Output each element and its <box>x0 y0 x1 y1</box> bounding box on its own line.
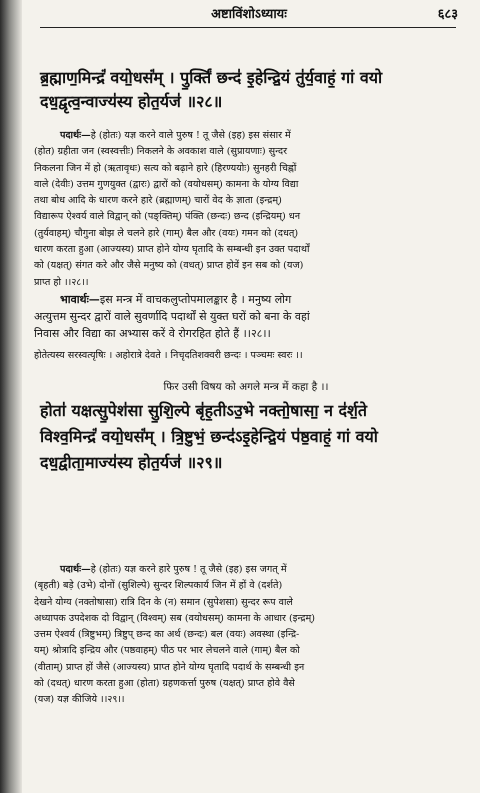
padartha-28 <box>34 128 458 291</box>
bhavartha-28 <box>34 291 458 342</box>
padartha-28-line: वाले (देवीः) उत्तम गुणयुक्त (द्वारः) द्वारों को (वयोधसम्) कामना के योग्य विद्या <box>34 178 299 190</box>
mantra-28-line-2: दध॒द्वृत्व॒न्वाज्य॑स्य होत॒र्यज॑ ॥२८॥ <box>40 92 223 111</box>
padartha-29-line: (बृहती) बड़े (उभे) दोनों (सुशिल्पे) सुन्दर शिल्पकार्य जिन में हों वे (दर्शते) <box>34 580 283 592</box>
padartha-29-line: देखने योग्य (नक्तोषासा) रात्रि दिन के (न) समान (सुपेशसा) सुन्दर रूप वाले <box>34 596 293 608</box>
header-rule <box>40 27 456 28</box>
mantra-28-line-1: ब्र॒ह्माण॒मिन्द्रं॑ वयो॒धसं॑म् । पु॒र्क्तिं छन्द॑ इ॒हेन्द्रि॒यं तु॑र्य॒वाहं॒ गां वयो <box>40 68 383 87</box>
padartha-28-line: (होत) ग्रहीता जन (स्वस्वत्तीः) निकलने के अवकाश वाले (सुप्रायणाः) सुन्दर <box>34 146 288 158</box>
page-number: ६८३ <box>437 7 458 22</box>
mantra-29 <box>40 398 460 476</box>
padartha-28-line: (तुर्यवाहम्) चौगुना बोझ ले चलने हारे (गाम्) बैल और (वयः) गमन को (दधत्) <box>34 227 299 239</box>
page-header <box>40 4 458 24</box>
mantra-29-line-2: विश्व॒मिन्द्रं॑ वयो॒धसं॑म् । त्रि॒ष्टुभं॒ छन्द॑ऽइ॒हेन्द्रि॒यं प॑ष्ठ॒वाहं॒ गां वयो <box>40 427 378 446</box>
mantra-29-line-3: दध॒द्वीता॒माज्य॑स्य होत॒र्यज॑ ॥२९॥ <box>40 453 223 472</box>
padartha-28-lead: पदार्थः— <box>60 130 91 141</box>
intro-line: फिर उसी विषय को अगले मन्त्र में कहा है ।। <box>163 381 329 393</box>
bhavartha-28-lead: भावार्थः— <box>60 293 100 306</box>
padartha-29-line: अध्यापक उपदेशक दो विद्वान् (विश्वम्) सब (वयोधसम्) कामना के आधार (इन्द्रम्) <box>34 612 315 624</box>
bhavartha-28-line: भावार्थः—इस मन्त्र में वाचकलुप्तोपमालङ्कार है । मनुष्य लोग <box>34 291 458 308</box>
padartha-29-lead: पदार्थः— <box>60 564 91 575</box>
padartha-28-line: को (यक्षत्) संगत करे और जैसे मनुष्य को (वधत्) प्राप्त होवें इन सब को (यज) <box>34 260 304 272</box>
padartha-29-line: (वीताम्) प्राप्त हों जैसे (आज्यस्य) प्राप्त होने योग्य घृतादि पदार्थ के सम्बन्धी इन <box>34 661 305 673</box>
padartha-29 <box>34 562 458 709</box>
padartha-29-line: (यज) यज्ञ कीजिये ।।२९।। <box>34 694 125 706</box>
padartha-29-line: को (दधत्) धारण करता हुआ (होता) ग्रहणकर्त्ता पुरुष (यक्षत्) प्राप्त होवे वैसे <box>34 678 295 690</box>
rishi-devata-note: होतेत्यस्य सरस्वत्यृषिः । अहोरात्रे देवते । निचृदतिशक्वरी छन्दः । पञ्चमः स्वरः ।। <box>34 350 303 361</box>
padartha-28-line: प्राप्त हो ।।२८।। <box>34 276 89 288</box>
mantra-29-line-1: होता॑ यक्षत्सु॒पेश॑सा सु॒शि॒ल्पे बृ॑ह॒तीऽउ॒भे नक्तो॒षासा॒ न द॑र्श॒ते <box>40 401 368 420</box>
bhavartha-28-line: निवास और विद्या का अभ्यास करें वे रोगरहित होते हैं ।।२८।। <box>34 327 271 340</box>
padartha-28-line: निकलना जिन में हो (ऋतावृधः) सत्य को बढ़ाने हारे (हिरण्ययोः) सुनहरी चिह्नों <box>34 162 297 174</box>
book-spine-shadow <box>0 0 22 793</box>
mantra-28 <box>40 66 460 114</box>
padartha-28-line: धारण करता हुआ (आज्यस्य) प्राप्त होने योग्य घृतादि के सम्बन्धी इन उक्त पदार्थों <box>34 244 310 256</box>
bhavartha-28-line: अत्युत्तम सुन्दर द्वारों वाले सुवर्णादि पदार्थों से युक्त घरों को बना के वहां <box>34 310 310 323</box>
padartha-29-line: पदार्थः—हे (होतः) यज्ञ करने हारे पुरुष ! तू जैसे (इह) इस जगत् में <box>34 562 458 578</box>
chapter-title: अष्टाविंशोऽध्यायः <box>211 7 287 22</box>
padartha-28-line: तथा बोध आदि के धारण करने हारे (ब्रह्माणम्) चारों वेद के ज्ञाता (इन्द्रम्) <box>34 195 282 207</box>
padartha-29-line: उत्तम ऐश्वर्य (त्रिष्टुभम्) त्रिष्टुप् छन्द का अर्थ (छन्दः) बल (वयः) अवस्था (इन्द्रि- <box>34 629 300 641</box>
padartha-28-line: विद्यारूप ऐश्वर्य वाले विद्वान् को (पङ्क्तिम्) पंक्ति (छन्दः) छन्द (इन्द्रियम्) धन <box>34 211 301 223</box>
padartha-29-line: यम्) श्रोत्रादि इन्द्रिय और (पष्ठवाहम्) पीठ पर भार लेचलने वाले (गाम्) बैल को <box>34 645 300 657</box>
padartha-28-line: पदार्थः—हे (होतः) यज्ञ करने वाले पुरुष ! तू जैसे (इह) इस संसार में <box>34 128 458 144</box>
